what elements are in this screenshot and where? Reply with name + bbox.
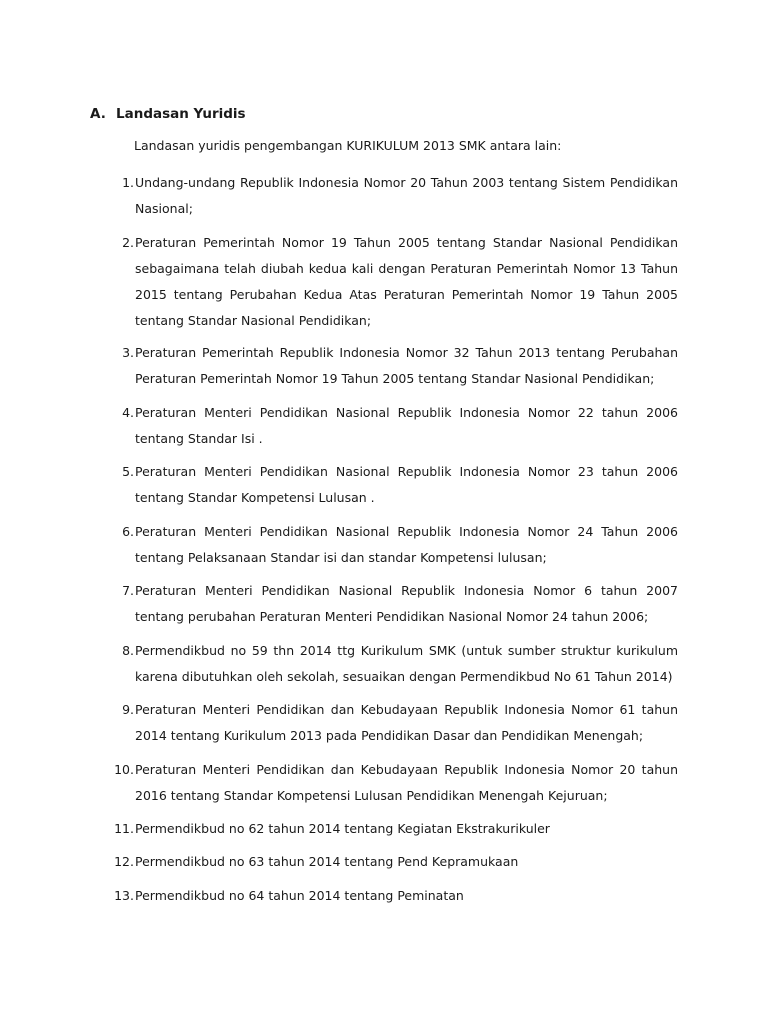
- list-item-number: 7.: [122, 583, 134, 598]
- list-item-text: Peraturan Menteri Pendidikan dan Kebudayaan Republik Indonesia Nomor 20 tahun 2016 tentang Standar Kompetensi Lulusan Pendidikan Menengah Kejuruan;: [135, 762, 678, 803]
- list-item: [108, 638, 678, 690]
- list-item: [108, 340, 678, 392]
- list-item-text: Undang-undang Republik Indonesia Nomor 20 Tahun 2003 tentang Sistem Pendidikan Nasional;: [135, 175, 678, 216]
- list-item-number: 9.: [122, 702, 134, 717]
- list-item-number: 13.: [114, 888, 134, 903]
- list-item-number: 4.: [122, 405, 134, 420]
- list-item-text: Permendikbud no 59 thn 2014 ttg Kurikulum SMK (untuk sumber struktur kurikulum karena dibutuhkan oleh sekolah, sesuaikan dengan Permendikbud No 61 Tahun 2014): [135, 643, 678, 684]
- list-item-number: 12.: [114, 854, 134, 869]
- list-item-number: 6.: [122, 524, 134, 539]
- list-item-number: 10.: [114, 762, 134, 777]
- list-item-text: Permendikbud no 63 tahun 2014 tentang Pend Kepramukaan: [135, 854, 519, 869]
- list-item-text: Permendikbud no 64 tahun 2014 tentang Peminatan: [135, 888, 464, 903]
- list-item-text: Peraturan Menteri Pendidikan Nasional Republik Indonesia Nomor 24 Tahun 2006 tentang Pelaksanaan Standar isi dan standar Kompetensi lulusan;: [135, 524, 678, 565]
- list-item: [108, 883, 678, 909]
- list-item: [108, 459, 678, 511]
- section-intro: Landasan yuridis pengembangan KURIKULUM 2013 SMK antara lain:: [134, 138, 562, 153]
- list-item-number: 1.: [122, 175, 134, 190]
- list-item-text: Peraturan Pemerintah Republik Indonesia Nomor 32 Tahun 2013 tentang Perubahan Peraturan Pemerintah Nomor 19 Tahun 2005 tentang Standar Nasional Pendidikan;: [135, 345, 678, 386]
- list-item-text: Peraturan Menteri Pendidikan dan Kebudayaan Republik Indonesia Nomor 61 tahun 2014 tentang Kurikulum 2013 pada Pendidikan Dasar dan Pendidikan Menengah;: [135, 702, 678, 743]
- section-marker: A.: [90, 106, 106, 122]
- list-item: [108, 578, 678, 630]
- list-item-text: Permendikbud no 62 tahun 2014 tentang Kegiatan Ekstrakurikuler: [135, 821, 550, 836]
- list-item: [108, 849, 678, 875]
- list-item-number: 5.: [122, 464, 134, 479]
- list-item: [108, 697, 678, 749]
- section-heading: [90, 106, 246, 122]
- list-item: [108, 230, 678, 334]
- list-item-number: 2.: [122, 235, 134, 250]
- list-item-number: 11.: [114, 821, 134, 836]
- list-item: [108, 816, 678, 842]
- list-item: [108, 519, 678, 571]
- list-item: [108, 170, 678, 222]
- list-item-number: 3.: [122, 345, 134, 360]
- list-item-text: Peraturan Menteri Pendidikan Nasional Republik Indonesia Nomor 22 tahun 2006 tentang Standar Isi .: [135, 405, 678, 446]
- list-item-number: 8.: [122, 643, 134, 658]
- list-item-text: Peraturan Pemerintah Nomor 19 Tahun 2005 tentang Standar Nasional Pendidikan sebagaimana telah diubah kedua kali dengan Peraturan Pemerintah Nomor 13 Tahun 2015 tentang Perubahan Kedua Atas Peraturan Pemerintah Nomor 19 Tahun 2005 tentang Standar Nasional Pendidikan;: [135, 235, 678, 328]
- list-item: [108, 400, 678, 452]
- section-title: Landasan Yuridis: [116, 106, 246, 122]
- list-item: [108, 757, 678, 809]
- list-item-text: Peraturan Menteri Pendidikan Nasional Republik Indonesia Nomor 6 tahun 2007 tentang perubahan Peraturan Menteri Pendidikan Nasional Nomor 24 tahun 2006;: [135, 583, 678, 624]
- list-item-text: Peraturan Menteri Pendidikan Nasional Republik Indonesia Nomor 23 tahun 2006 tentang Standar Kompetensi Lulusan .: [135, 464, 678, 505]
